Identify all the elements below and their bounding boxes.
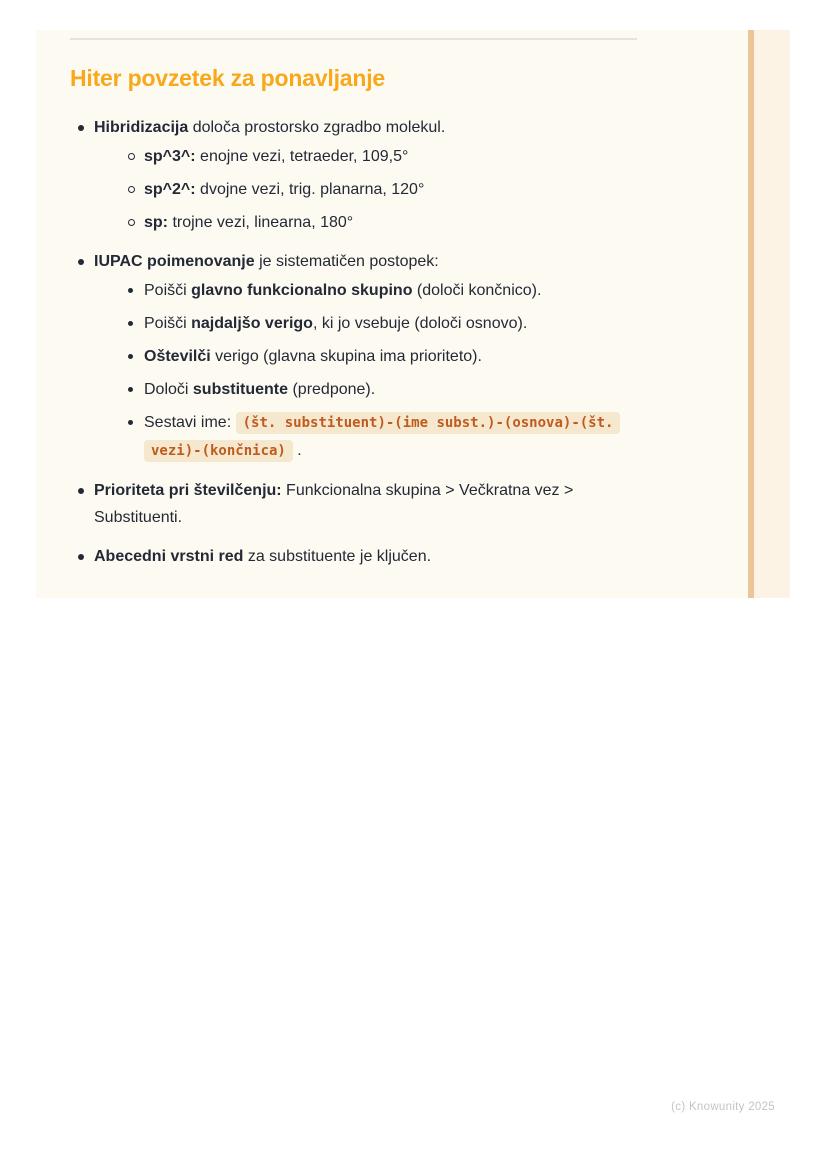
circle-bullet-icon [128,153,135,160]
circle-bullet-icon [128,186,135,193]
text-segment: sp: [144,214,168,231]
bullet-icon [128,288,133,293]
text-segment: Oštevilči [144,348,211,365]
text-segment: najdaljšo verigo [191,315,313,332]
list-item [70,248,650,465]
text-segment: Funkcionalna skupina > Večkratna vez > Substituenti. [94,482,574,526]
text-segment: (predpone). [288,381,376,398]
circle-bullet-icon [128,219,135,226]
text-segment: glavno funkcionalno skupino [191,282,413,299]
sub-list-item [120,409,650,465]
text-segment: trojne vezi, linearna, 180° [168,214,354,231]
sub-list-item [120,143,650,170]
card-right-strip [754,30,790,598]
text-segment: sp^2^: [144,181,196,198]
text-segment: verigo (glavna skupina ima prioriteto). [210,348,482,365]
text-segment: je sistematičen postopek: [254,253,439,270]
bullet-icon [78,554,84,560]
text-segment: določa prostorsko zgradbo molekul. [188,119,446,136]
bullet-icon [78,125,84,131]
list-item [70,477,650,531]
text-segment: IUPAC poimenovanje [94,253,255,270]
list-item [70,114,650,236]
text-segment: sp^3^: [144,148,196,165]
sub-bullet-list [120,143,650,236]
sub-list-item [120,209,650,236]
text-segment: dvojne vezi, trig. planarna, 120° [195,181,425,198]
text-segment: Hibridizacija [94,119,189,136]
sub-list-item [120,176,650,203]
text-segment: (določi končnico). [412,282,542,299]
card-content [36,30,748,582]
accent-bar [748,30,754,598]
text-segment: . [292,442,302,459]
bullet-icon [78,259,84,265]
text-segment: Sestavi ime: [144,414,236,431]
sub-bullet-list [120,277,650,465]
bullet-icon [128,321,133,326]
summary-card [36,30,790,598]
inline-code: (št. substituent)-(ime subst.)-(osnova)-(št. vezi)-(končnica) [144,412,620,462]
sub-list-item [120,310,650,337]
text-segment: Poišči [144,282,192,299]
list-item [70,543,650,570]
text-segment: , ki jo vsebuje (določi osnovo). [312,315,528,332]
text-segment: Abecedni vrstni red [94,548,244,565]
page-title: Hiter povzetek za ponavljanje [70,65,386,91]
bullet-icon [78,488,84,494]
bullet-icon [128,354,133,359]
bullet-icon [128,420,133,425]
bullet-list [70,114,650,570]
text-segment: Prioriteta pri številčenju: [94,482,282,499]
text-segment: Določi [144,381,193,398]
sub-list-item [120,376,650,403]
sub-list-item [120,343,650,370]
text-segment: substituente [192,381,289,398]
text-segment: za substituente je ključen. [243,548,432,565]
text-segment: enojne vezi, tetraeder, 109,5° [195,148,409,165]
bullet-icon [128,387,133,392]
copyright-text: (c) Knowunity 2025 [671,1101,775,1113]
text-segment: Poišči [144,315,192,332]
sub-list-item [120,277,650,304]
